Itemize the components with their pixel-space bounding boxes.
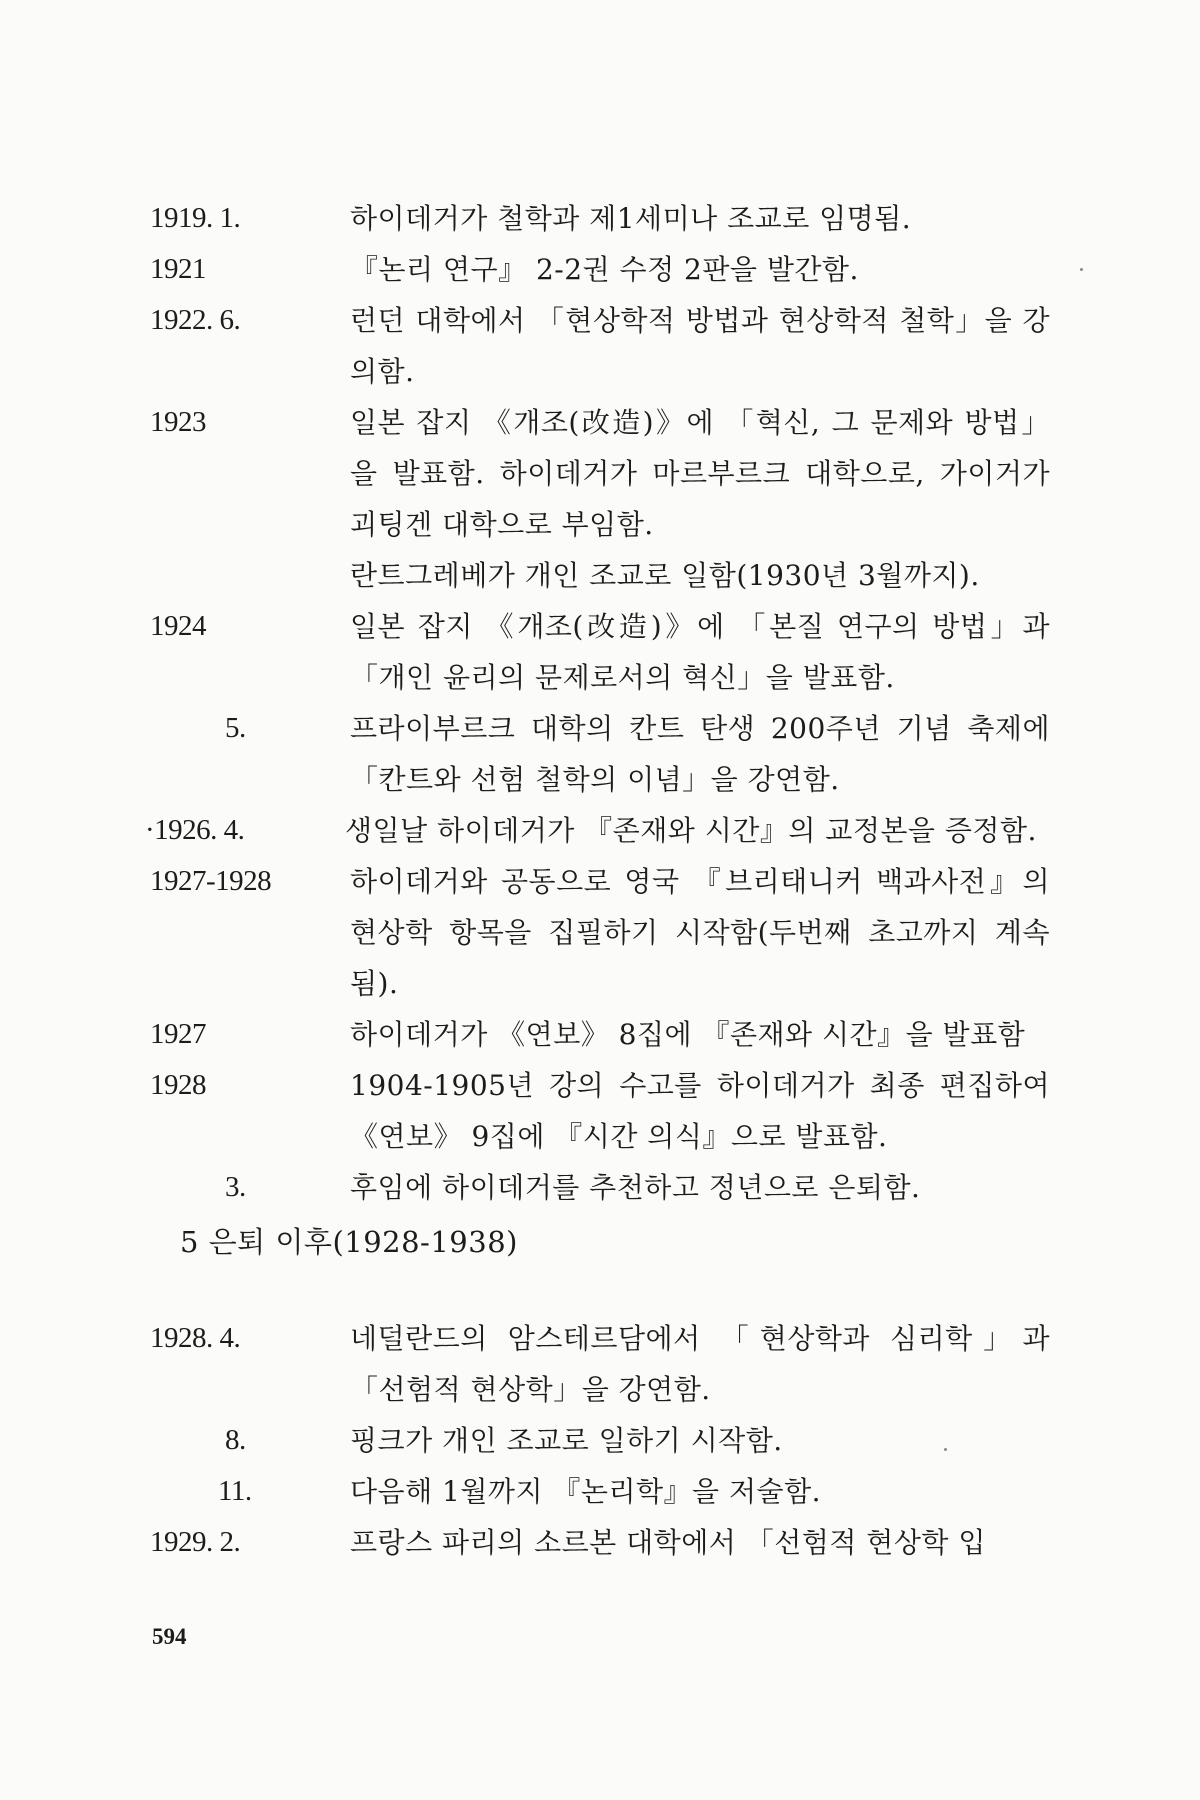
chronology-entry: [150, 1162, 1050, 1213]
entry-text: 일본 잡지 《개조(改造)》에 「본질 연구의 방법」과 「개인 윤리의 문제로서의 혁신」을 발표함.: [350, 610, 1050, 694]
chronology-entry: [145, 805, 1050, 856]
entry-date: 1919. 1.: [150, 202, 241, 234]
entry-text: 프라이부르크 대학의 칸트 탄생 200주년 기념 축제에 「칸트와 선험 철학의 이념」을 강연함.: [350, 712, 1050, 796]
entry-text: 『논리 연구』 2-2권 수정 2판을 발간함.: [350, 253, 859, 286]
chronology-entry: [150, 1466, 1050, 1517]
chronology-entry: [150, 397, 1050, 550]
entry-text: 후임에 하이데거를 추천하고 정년으로 은퇴함.: [350, 1171, 921, 1204]
entry-text: 런던 대학에서 「현상학적 방법과 현상학적 철학」을 강의함.: [350, 304, 1050, 388]
entry-text: 다음해 1월까지 『논리학』을 저술함.: [350, 1475, 822, 1508]
scan-speck: [944, 1448, 947, 1451]
entry-text: 프랑스 파리의 소르본 대학에서 「선험적 현상학 입: [350, 1526, 986, 1559]
chronology-entry: [150, 703, 1050, 805]
page-number: 594: [152, 1624, 187, 1649]
entry-date: 8.: [225, 1424, 246, 1456]
entry-date: ·1926. 4.: [145, 814, 245, 846]
entry-date: 1921: [150, 253, 206, 285]
chronology-entry: [150, 295, 1050, 397]
chronology-entry: [150, 550, 1050, 601]
chronology-entry: [150, 193, 1050, 244]
entry-text: 1904-1905년 강의 수고를 하이데거가 최종 편집하여 《연보》 9집에 『시간 의식』으로 발표함.: [350, 1069, 1050, 1153]
entry-date: 11.: [218, 1475, 252, 1507]
entry-date: 1928: [150, 1069, 206, 1101]
chronology-entry: [150, 244, 1050, 295]
entry-text: 하이데거가 철학과 제1세미나 조교로 임명됨.: [350, 202, 912, 235]
chronology-entry: [150, 856, 1050, 1009]
entry-text: 네덜란드의 암스테르담에서 「현상학과 심리학」과 「선험적 현상학」을 강연함.: [350, 1322, 1050, 1406]
chronology-entry: [150, 1313, 1050, 1415]
entry-date: 3.: [225, 1171, 246, 1203]
entry-text: 란트그레베가 개인 조교로 일함(1930년 3월까지).: [350, 559, 980, 592]
entry-date: 1928. 4.: [150, 1322, 241, 1354]
chronology-entry: [150, 1009, 1050, 1060]
entry-date: 1929. 2.: [150, 1526, 241, 1558]
entry-date: 1924: [150, 610, 206, 642]
entry-date: 1923: [150, 406, 206, 438]
section-heading: 5 은퇴 이후(1928-1938): [180, 1225, 518, 1259]
entry-text: 하이데거와 공동으로 영국 『브리태니커 백과사전』의 현상학 항목을 집필하기 시작함(두번째 초고까지 계속됨).: [350, 865, 1050, 1000]
entry-date: 1927: [150, 1018, 206, 1050]
scan-speck: [1080, 268, 1083, 271]
chronology-list-section-5: [150, 1313, 1050, 1568]
chronology-entry: [150, 601, 1050, 703]
entry-date: 1927-1928: [150, 865, 272, 897]
entry-text: 일본 잡지 《개조(改造)》에 「혁신, 그 문제와 방법」을 발표함. 하이데거가 마르부르크 대학으로, 가이거가 괴팅겐 대학으로 부임함.: [350, 406, 1050, 541]
chronology-entry: [150, 1517, 1050, 1568]
entry-text: 하이데거가 《연보》 8집에 『존재와 시간』을 발표함: [350, 1018, 1026, 1051]
chronology-entry: [150, 1060, 1050, 1162]
chronology-entry: [150, 1415, 1050, 1466]
entry-text: 핑크가 개인 조교로 일하기 시작함.: [350, 1424, 783, 1457]
entry-text: 생일날 하이데거가 『존재와 시간』의 교정본을 증정함.: [345, 814, 1037, 847]
entry-date: 1922. 6.: [150, 304, 241, 336]
entry-date: 5.: [225, 712, 246, 744]
chronology-list: [145, 193, 1050, 1213]
